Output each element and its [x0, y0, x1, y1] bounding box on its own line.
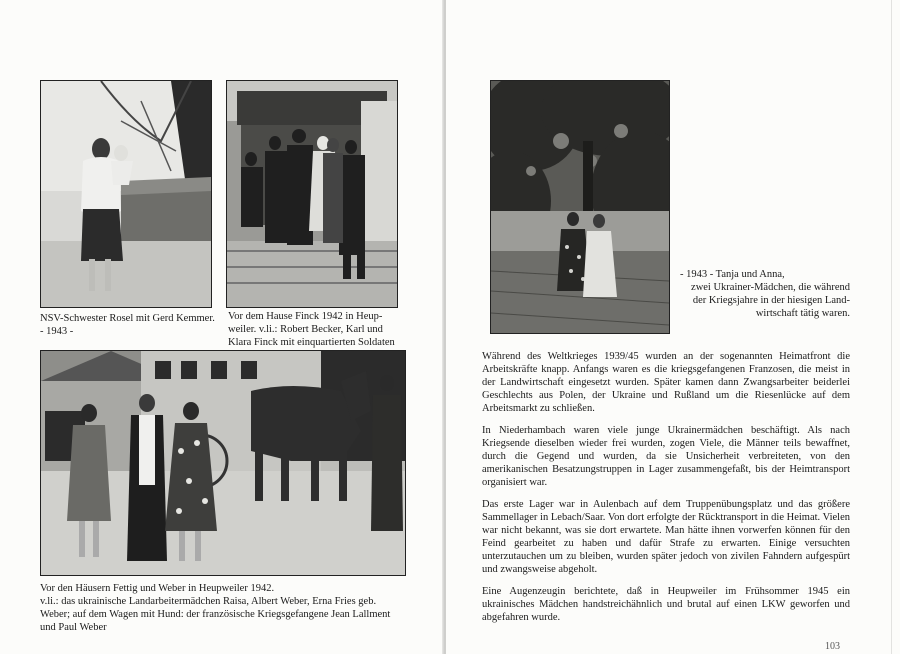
caption-line: NSV-Schwester Rosel mit Gerd Kemmer.	[40, 313, 215, 324]
article-body	[482, 350, 850, 633]
caption-line: Vor dem Hause Finck 1942 in Heup-	[228, 311, 383, 322]
caption-line: Vor den Häusern Fettig und Weber in Heupweiler 1942.	[40, 583, 275, 594]
caption-line: der Kriegsjahre in der hiesigen Land-	[692, 295, 850, 306]
paragraph-heimatfront: Während des Weltkrieges 1939/45 wurden an der sogenannten Heimatfront die Arbeitskräfte knapp. Anfangs waren es die kriegsgefangenen Franzosen, die meist in der Landwirtschaft eingesetzt wurden. Später kamen dann Zwangsarbeiter beiderlei Geschlechts aus Polen, der Ukraine und Rußland um die Riesenlücke auf dem Arbeitsmarkt zu schließen.	[482, 351, 850, 414]
paragraph-niederhambach: In Niederhambach waren viele junge Ukrainermädchen beschäftigt. Als nach Kriegsende dieselben wieder frei wurden, zogen Viele, die Männer teils bewaffnet, durch die Gegend und wurden, da sie Unsicherheit verbreiteten, von den amerikanischen Besatzungstruppen in Lager zusammengefaßt, bis der Heimtransport organisiert war.	[482, 425, 850, 488]
photo-nurse-caption	[40, 312, 230, 338]
photo-house-finck-caption	[228, 310, 442, 349]
photo-nurse-with-child	[40, 80, 212, 308]
caption-line: v.li.: das ukrainische Landarbeitermädchen Raisa, Albert Weber, Erna Fries geb.	[40, 596, 377, 607]
photo-fettig-weber-houses-image	[41, 351, 405, 575]
page-number: 103	[825, 641, 840, 652]
photo-tanja-anna-caption	[680, 268, 850, 320]
photo-tanja-and-anna-image	[491, 81, 669, 333]
caption-line: weiler. v.li.: Robert Becker, Karl und	[228, 324, 383, 335]
page-edge	[891, 0, 892, 654]
photo-tanja-and-anna	[490, 80, 670, 334]
caption-line: Klara Finck mit einquartierten Soldaten	[228, 337, 395, 348]
paragraph-augenzeugin: Eine Augenzeugin berichtete, daß in Heupweiler im Frühsommer 1945 ein ukrainisches Mädchen handstreichähnlich und brutal auf einen LKW geworfen und abgefahren wurde.	[482, 586, 850, 623]
photo-nurse-with-child-image	[41, 81, 211, 307]
left-page	[0, 0, 446, 654]
caption-line: und Paul Weber	[40, 622, 107, 633]
caption-line: wirtschaft tätig waren.	[755, 308, 850, 319]
caption-line: zwei Ukrainer-Mädchen, die während	[691, 282, 850, 293]
photo-fettig-weber-caption	[40, 582, 440, 634]
photo-house-finck-group-image	[227, 81, 397, 307]
caption-line: - 1943 -	[40, 326, 74, 337]
paragraph-lager: Das erste Lager war in Aulenbach auf dem Truppenübungsplatz und das größere Sammellager in Lebach/Saar. Von dort erfolgte der Rücktransport in die Heimat. Vielen war nicht bekannt, was sie dort erwartete. Man hätte ihnen vorwerfen können für den Feind gearbeitet zu haben und dafür Strafe zu erwarten. Einige versuchten unterzutauchen um zu bleiben, wurden später jedoch von zivilen Fahndern aufgespürt und zwangsweise abgeholt.	[482, 499, 850, 575]
photo-fettig-weber-houses	[40, 350, 406, 576]
caption-line: Weber; auf dem Wagen mit Hund: der französische Kriegsgefangene Jean Lallment	[40, 609, 391, 620]
photo-house-finck-group	[226, 80, 398, 308]
caption-line: - 1943 - Tanja und Anna,	[680, 269, 785, 280]
